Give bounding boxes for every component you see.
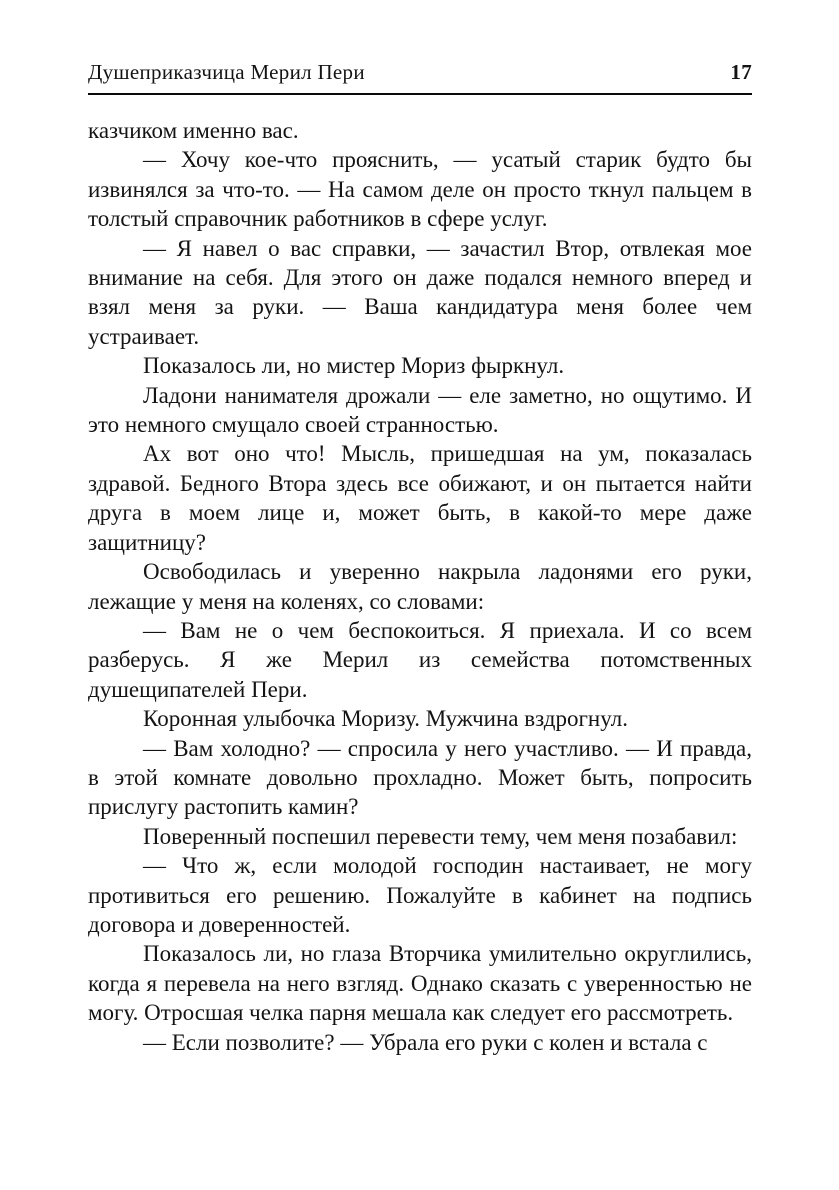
paragraph: — Вам не о чем беспокоиться. Я приехала. И со всем разберусь. Я же Мерил из семейства потомственных душещипателей Пери.	[88, 617, 752, 702]
paragraph: — Вам холодно? — спросила у него участливо. — И правда, в этой комнате довольно прохладно. Может быть, попросить прислугу растопить камин?	[88, 735, 752, 820]
running-title: Душеприказчица Мерил Пери	[88, 60, 365, 84]
paragraph: — Я навел о вас справки, — зачастил Втор, отвлекая мое внимание на себя. Для этого он даже подался немного вперед и взял меня за руки. — Ваша кандидатура меня более чем устраивает.	[88, 235, 752, 349]
paragraph: — Если позволите? — Убрала его руки с колен и встала с	[143, 1029, 708, 1055]
paragraph: казчиком именно вас.	[88, 118, 299, 143]
paragraph: Освободилась и уверенно накрыла ладонями его руки, лежащие у меня на коленях, со словами:	[88, 559, 752, 614]
paragraph: Ах вот оно что! Мысль, пришедшая на ум, показалась здравой. Бедного Втора здесь все обижают, и он пытается найти друга в моем лице и, может быть, в какой-то мере даже защитницу?	[88, 441, 752, 555]
page-body	[88, 116, 752, 1057]
paragraph: — Что ж, если молодой господин настаивает, не могу противиться его решению. Пожалуйте в кабинет на подпись договора и доверенностей.	[88, 853, 752, 937]
page-header	[88, 60, 752, 95]
paragraph: Показалось ли, но глаза Вторчика умилительно округлились, когда я перевела на него взгляд. Однако сказать с уверенностью не могу. Отросшая челка парня мешала как следует его рассмотреть.	[88, 941, 752, 1026]
paragraph: — Хочу кое-что прояснить, — усатый старик будто бы извинялся за что-то. — На самом деле он просто ткнул пальцем в толстый справочник работников в сфере услуг.	[88, 147, 752, 232]
paragraph: Показалось ли, но мистер Мориз фыркнул.	[143, 353, 565, 379]
page-number: 17	[730, 60, 752, 84]
paragraph: Поверенный поспешил перевести тему, чем меня позабавил:	[143, 823, 738, 849]
paragraph: Коронная улыбочка Моризу. Мужчина вздрогнул.	[143, 706, 628, 732]
paragraph: Ладони нанимателя дрожали — еле заметно, но ощутимо. И это немного смущало своей странностью.	[88, 382, 752, 438]
